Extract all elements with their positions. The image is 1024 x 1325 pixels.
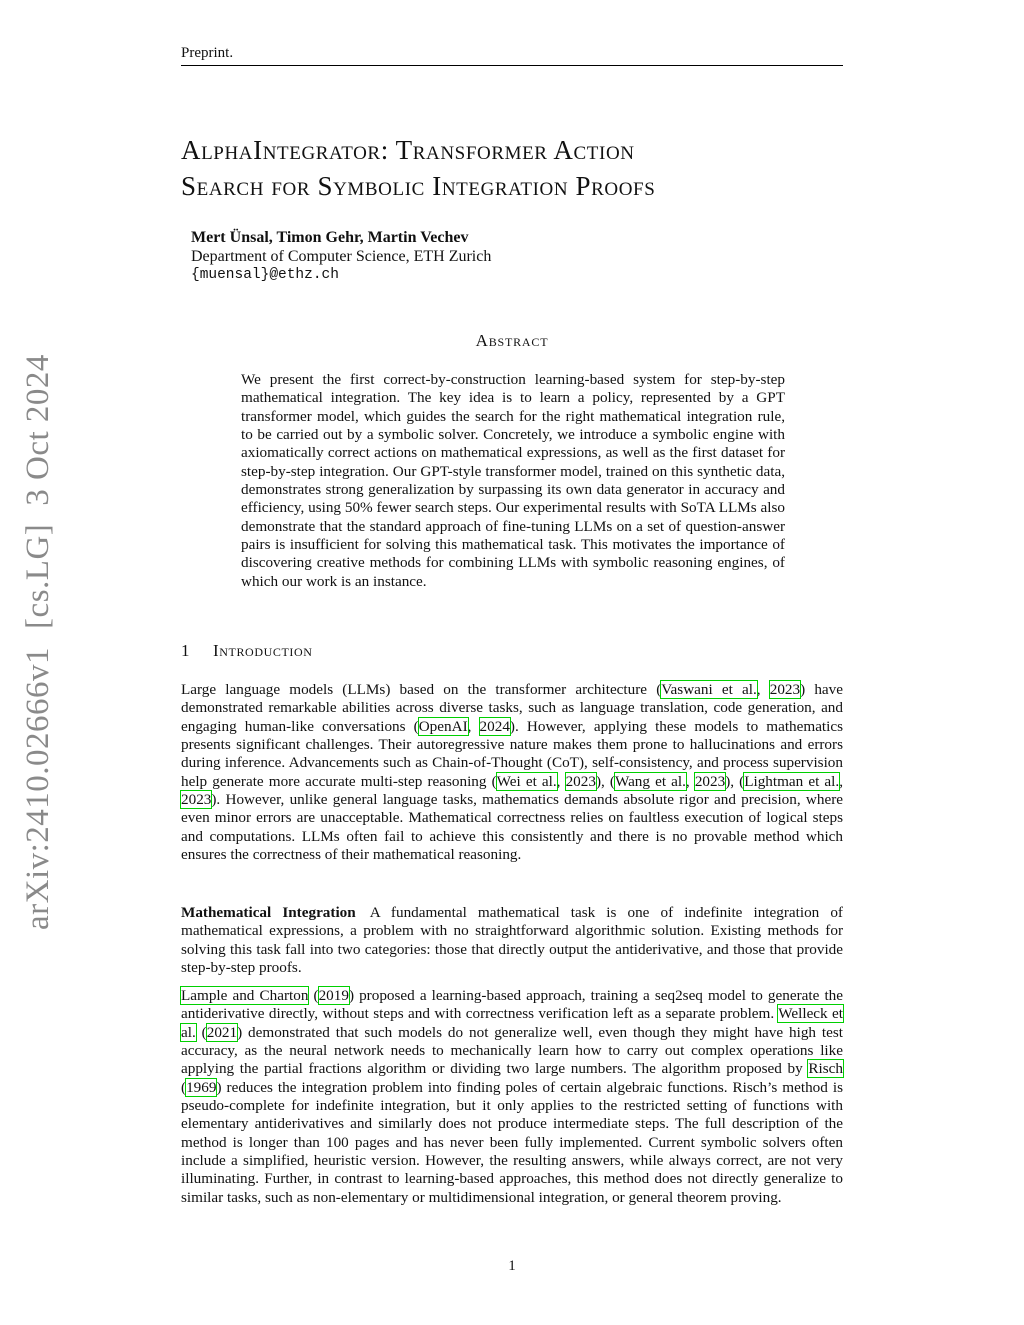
citation-link-lightman[interactable]: Lightman et al. — [744, 772, 840, 790]
author-names: Mert Ünsal, Timon Gehr, Martin Vechev — [191, 229, 469, 246]
abstract-text: We present the first correct-by-construction learning-based system for step-by-step mathematical integration. The key idea is to learn a policy, represented by a GPT transformer model, which guides the search for the right mathematical integration rule, to be carried out by a symbolic solver. Concretely, we introduce a symbolic engine with axiomatically correct actions on mathematical expressions, as well as the first dataset for step-by-step integration. Our GPT-style transformer model, trained on this synthetic data, demonstrates strong generalization by surpassing its own data generator in accuracy and efficiency, using 50% fewer search steps. Our experimental results with SoTA LLMs also demonstrate that the standard approach of fine-tuning LLMs on a set of question-answer pairs is insufficient for solving this mathematical task. This motivates the importance of discovering creative methods for combining LLMs with symbolic reasoning engines, of which our work is an instance. — [241, 371, 785, 590]
citation-link-vaswani-year[interactable]: 2023 — [769, 681, 801, 698]
citation-link-wang[interactable]: Wang et al. — [614, 772, 686, 790]
page-number: 1 — [508, 1258, 516, 1274]
text-run: ) demonstrated that such models do not generalize well, even though they might have high test accuracy, as the neural network needs to mechanically learn how to carry out complex operations like applying the partial fractions algorithm or dividing two large numbers. The algorithm proposed by — [181, 1023, 843, 1078]
text-run: ( — [308, 987, 319, 1004]
arxiv-category: [cs.LG] — [20, 523, 56, 629]
intro-paragraph-1 — [181, 681, 843, 864]
text-run: , — [467, 717, 480, 735]
citation-link-openai[interactable]: OpenAI — [418, 717, 468, 735]
citation-link-risch[interactable]: Risch — [808, 1060, 843, 1078]
citation-link-wei-year[interactable]: 2023 — [565, 772, 596, 790]
text-run: , — [839, 772, 843, 790]
title-line-1: AlphaIntegrator: Transformer Action — [181, 135, 635, 165]
section-heading-introduction — [181, 641, 681, 661]
section-title: Introduction — [213, 641, 313, 660]
author-affiliation: Department of Computer Science, ETH Zurich — [191, 248, 492, 265]
citation-link-lightman-year[interactable]: 2023 — [181, 791, 212, 809]
section-number: 1 — [181, 641, 191, 660]
text-run: , — [556, 772, 566, 790]
citation-link-vaswani[interactable]: Vaswani et al. — [661, 681, 757, 698]
text-run: ). However, applying these models to mathematics presents significant challenges. Their autoregressive nature makes them prone to hallucinations and errors during inference. Advancements such as Chain-of-Thought (CoT), self-consistency, and process supervision help generate more accurate multi-step reasoning ( — [181, 717, 844, 790]
paper-title — [181, 132, 843, 204]
arxiv-id: arXiv:2410.02666v1 — [20, 646, 56, 930]
text-run: ) have demonstrated remarkable abilities across diverse tasks, such as language translation, code generation, and engaging human-like conversations ( — [181, 681, 843, 735]
text-run: ) reduces the integration problem into finding poles of certain algebraic functions. Risch’s method is pseudo-complete for indefinite integration, but it only applies to the restricted setting of functions with elementary antiderivatives and similarly does not produce intermediate steps. The full description of the method is longer than 100 pages and has never been fully implemented. Current symbolic solvers often include a simplified, heuristic version. However, the resulting answers, while always correct, are not very illuminating. Further, in contrast to learning-based approaches, this method does not directly generalize to similar tasks, such as non-elementary or multidimensional integration, or general theorem proving. — [181, 1078, 843, 1206]
citation-link-wei[interactable]: Wei et al. — [496, 772, 557, 790]
citation-link-lample-charton[interactable]: Lample and Charton — [181, 987, 309, 1004]
running-header-text: Preprint. — [181, 45, 234, 61]
text-run: , — [756, 681, 770, 698]
text-run: ) proposed a learning-based approach, training a seq2seq model to generate the antiderivative directly, without steps and with correctness verification left as a separate problem. — [181, 987, 843, 1023]
text-run: ( — [181, 1078, 187, 1096]
intro-paragraph-2 — [181, 904, 843, 977]
text-run: A fundamental mathematical task is one of indefinite integration of mathematical expressions, a problem with no straightforward algorithmic solution. Existing methods for solving this task fall into two categories: those that directly output the antiderivative, and those that provide step-by-step proofs. — [181, 904, 843, 977]
author-email: {muensal}@ethz.ch — [191, 267, 339, 283]
text-run: ), ( — [725, 772, 745, 790]
text-run: ), ( — [595, 772, 615, 790]
text-run: , — [685, 772, 695, 790]
text-run: ( — [195, 1023, 207, 1041]
author-block — [191, 228, 791, 285]
citation-link-risch-year[interactable]: 1969 — [186, 1078, 217, 1096]
text-run: ). However, unlike general language tasks, mathematics demands absolute rigor and precision, where even minor errors are unacceptable. Mathematical correctness relies on faultless execution of logical steps and computations. LLMs often fail to achieve this consistently and there is no provable method which ensures the correctness of their mathematical reasoning. — [181, 791, 843, 864]
intro-paragraph-3 — [181, 987, 843, 1207]
abstract-heading: Abstract — [475, 331, 549, 350]
citation-link-welleck[interactable]: Welleck et al. — [181, 1005, 843, 1041]
arxiv-side-stamp — [20, 354, 57, 930]
citation-link-welleck-year[interactable]: 2021 — [206, 1023, 238, 1041]
citation-link-wang-year[interactable]: 2023 — [694, 772, 726, 790]
text-run: Large language models (LLMs) based on the transformer architecture ( — [181, 681, 662, 698]
citation-link-lample-charton-year[interactable]: 2019 — [318, 987, 349, 1004]
paragraph-lead-heading: Mathematical Integration — [181, 904, 356, 921]
running-header — [181, 44, 843, 66]
citation-link-openai-year[interactable]: 2024 — [479, 717, 510, 735]
arxiv-date: 3 Oct 2024 — [20, 354, 56, 506]
title-line-2: Search for Symbolic Integration Proofs — [181, 171, 656, 201]
